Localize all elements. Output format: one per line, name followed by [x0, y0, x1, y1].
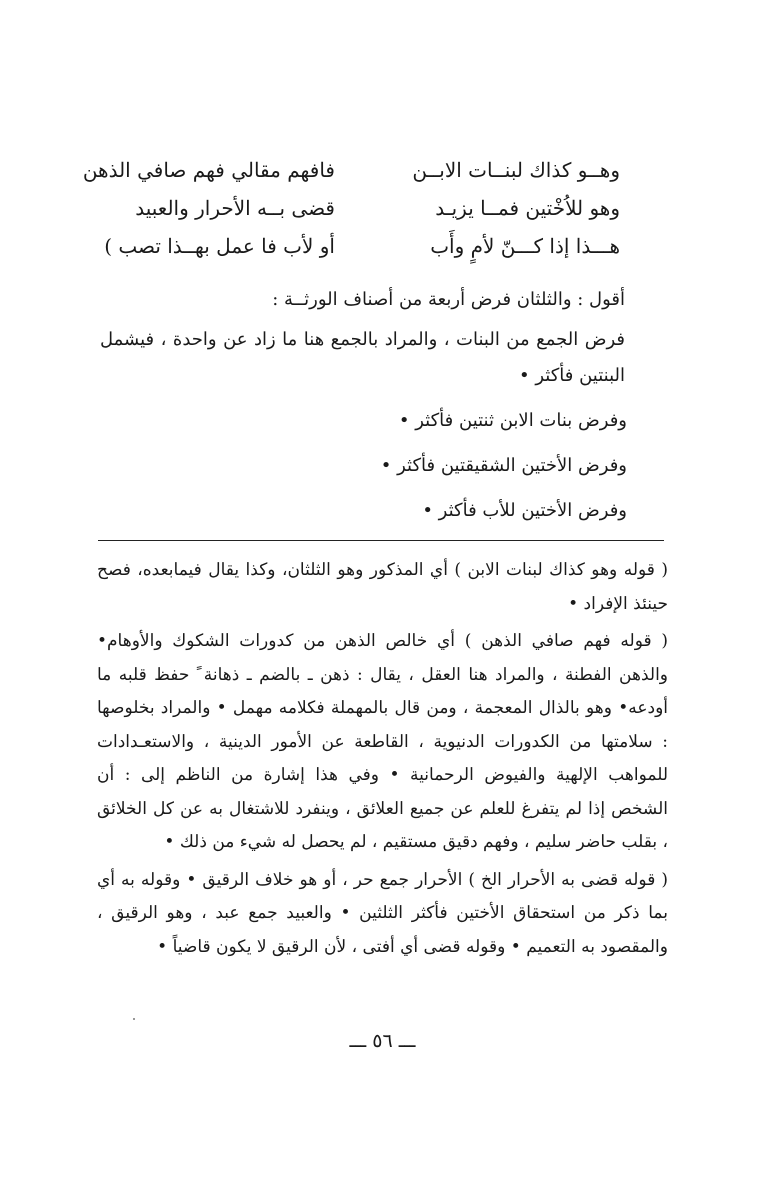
- footnotes: [97, 554, 668, 968]
- heirs-list: [325, 398, 625, 533]
- verse-block: [82, 158, 620, 272]
- verse-line: [82, 158, 620, 196]
- verse-first-hemistich: وهــو كذاك لبنــات الابــن: [412, 158, 620, 182]
- verse-line: [120, 196, 620, 234]
- verse-second-hemistich: أو لأب فا عمل بهــذا تصب ): [104, 234, 335, 258]
- footnote: ( قوله فهم صافي الذهن ) أي خالص الذهن من كدورات الشكوك والأوهام• والذهن الفطنة ، والمراد هنا العقل ، يقال : ذهن ـ بالضم ـ ذهانة ً حفظ قلبه ما أودعه• وهو بالذال المعجمة ، ومن قال بالمهملة فكلامه مهمل • والمراد بخلوصها : سلامتها من الكدورات الدنيوية ، القاطعة عن الأمور الدينية ، والاستعـدادات للمواهب الإلهية والفيوض الرحمانية • وفي هذا إشارة من الناظم إلى : أن الشخص إذا لم يتفرغ للعلم عن جميع العلائق ، وينفرد للاشتغال به عن كل الخلائق ، بقلب حاضر سليم ، وفهم دقيق مستقيم ، لم يحصل له شيء من ذلك •: [97, 631, 668, 852]
- list-item: وفرض الأختين للأب فأكثر •: [422, 500, 627, 521]
- footnote-divider: [98, 540, 664, 541]
- list-item: وفرض بنات الابن ثنتين فأكثر •: [398, 410, 627, 431]
- verse-second-hemistich: قضى بــه الأحرار والعبيد: [135, 196, 335, 220]
- list-item: وفرض الأختين الشقيقتين فأكثر •: [380, 455, 627, 476]
- print-speck: [133, 1018, 135, 1020]
- verse-line: [104, 234, 620, 272]
- verse-second-hemistich: فافهم مقالي فهم صافي الذهن: [82, 158, 335, 182]
- footnote: ( قوله وهو كذاك لبنات الابن ) أي المذكور وهو الثلثان، وكذا يقال فيمابعده، فصح حينئذ الإفراد •: [97, 560, 668, 614]
- footnote: ( قوله قضى به الأحرار الخ ) الأحرار جمع حر ، أو هو خلاف الرقيق • وقوله به أي بما ذكر من استحقاق الأختين فأكثر الثلثين • والعبيد جمع عبد ، وهو الرقيق ، والمقصود به التعميم • وقوله قضى أي أفتى ، لأن الرقيق لا يكون قاضياً •: [97, 869, 668, 957]
- verse-first-hemistich: وهو للاُخْتين فمــا يزيـد: [435, 196, 620, 220]
- verse-first-hemistich: هـــذا إذا كـــنّ لأمٍ وأَب: [430, 234, 620, 258]
- page-number: ـــ ٥٦ ـــ: [349, 1030, 416, 1052]
- definition-paragraph: فرض الجمع من البنات ، والمراد بالجمع هنا ما زاد عن واحدة ، فيشمل البنتين فأكثر •: [100, 329, 625, 386]
- commentary-intro: أقول : والثلثان فرض أربعة من أصناف الورثــة :: [272, 289, 625, 310]
